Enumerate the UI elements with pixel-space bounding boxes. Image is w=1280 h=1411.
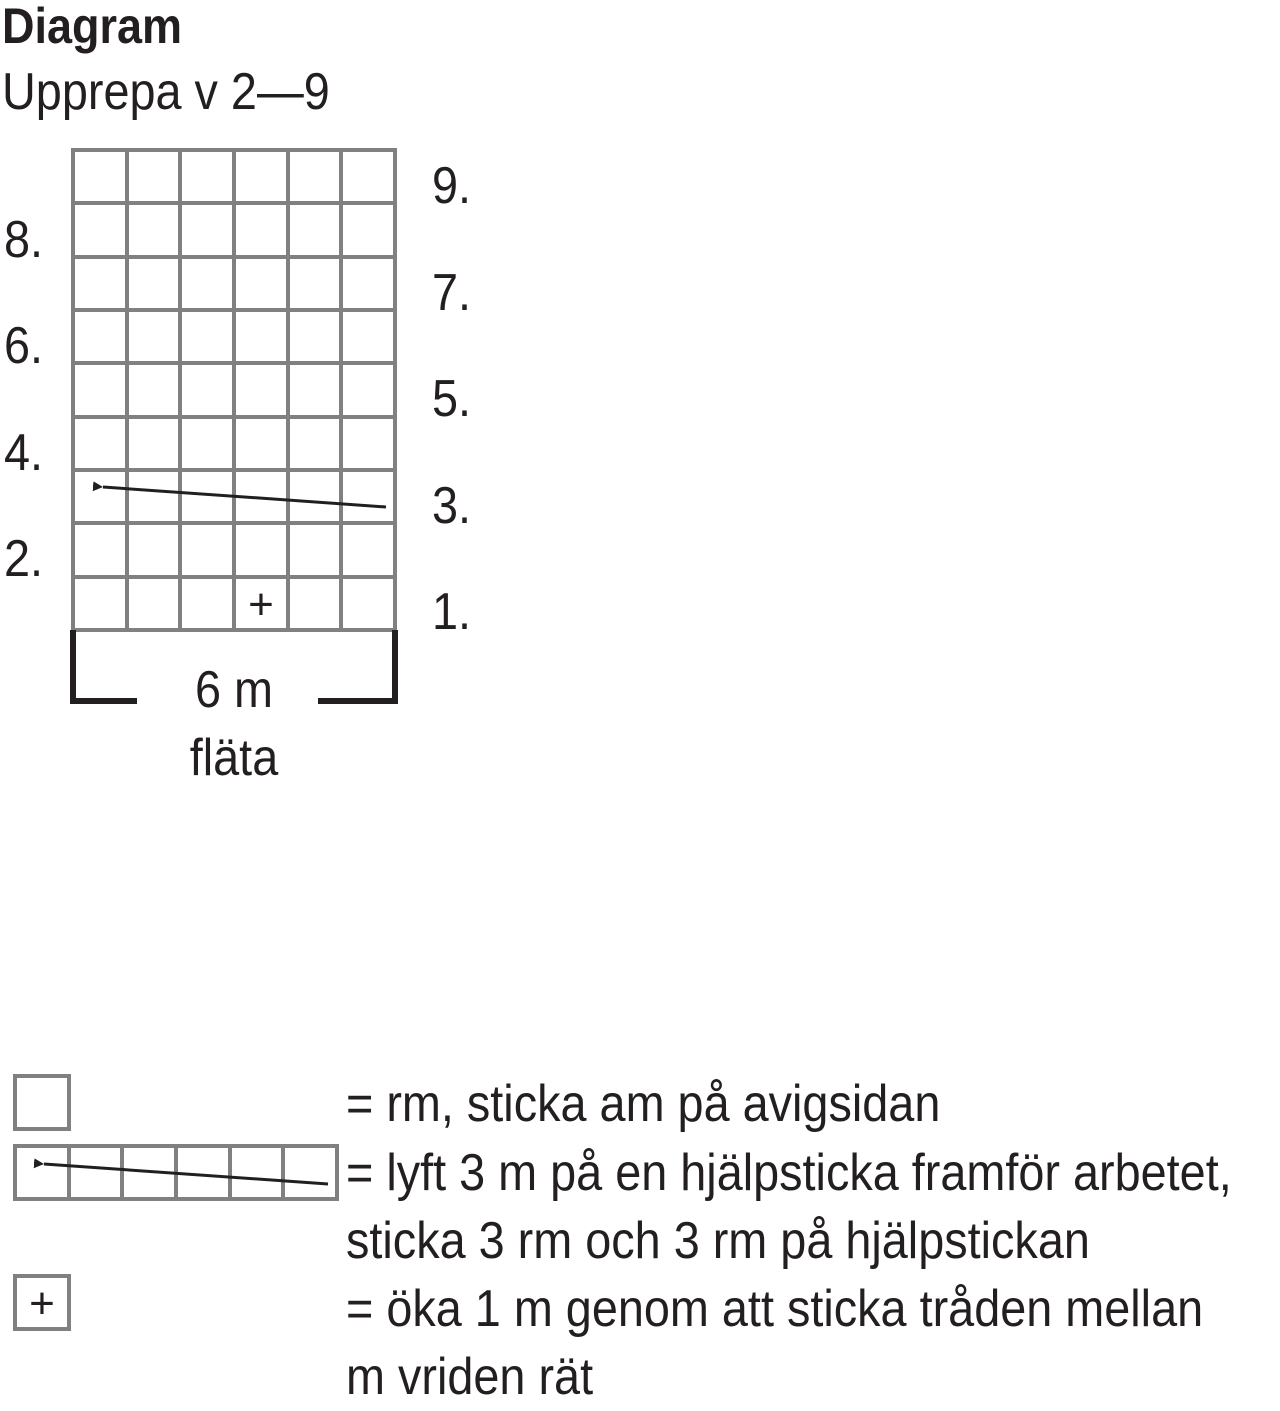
row-label-5: 5. bbox=[432, 370, 472, 428]
legend-text-increase: = öka 1 m genom att sticka tråden mellan bbox=[346, 1280, 1204, 1338]
row-label-6: 6. bbox=[4, 317, 44, 375]
diagram-title: Diagram bbox=[2, 0, 183, 54]
legend-text-cable-cont: sticka 3 rm och 3 rm på hjälpstickan bbox=[346, 1212, 1090, 1270]
row-label-3: 3. bbox=[432, 477, 472, 535]
increase-symbol: + bbox=[248, 580, 274, 629]
width-bracket-left bbox=[73, 630, 137, 701]
repeat-instruction: Upprepa v 2—9 bbox=[2, 63, 330, 121]
legend-cable-arrow bbox=[44, 1164, 328, 1184]
legend-increase-plus: + bbox=[29, 1279, 55, 1328]
row-label-7: 7. bbox=[432, 264, 472, 322]
row-label-2: 2. bbox=[4, 530, 44, 588]
legend-symbol-knit bbox=[15, 1076, 69, 1129]
row-label-9: 9. bbox=[432, 157, 472, 215]
chart-grid bbox=[73, 150, 395, 630]
legend-text-knit: = rm, sticka am på avigsidan bbox=[346, 1075, 941, 1133]
width-bracket-right bbox=[318, 630, 395, 701]
row-label-8: 8. bbox=[4, 211, 44, 269]
row-label-1: 1. bbox=[432, 583, 472, 641]
stitch-count-label: 6 m bbox=[194, 661, 274, 719]
row-label-4: 4. bbox=[4, 424, 44, 482]
legend-text-increase-cont: m vriden rät bbox=[346, 1348, 594, 1406]
cable-arrow bbox=[103, 487, 386, 507]
legend-text-cable: = lyft 3 m på en hjälpsticka framför arbetet, bbox=[346, 1144, 1232, 1202]
pattern-name-label: fläta bbox=[189, 729, 279, 787]
